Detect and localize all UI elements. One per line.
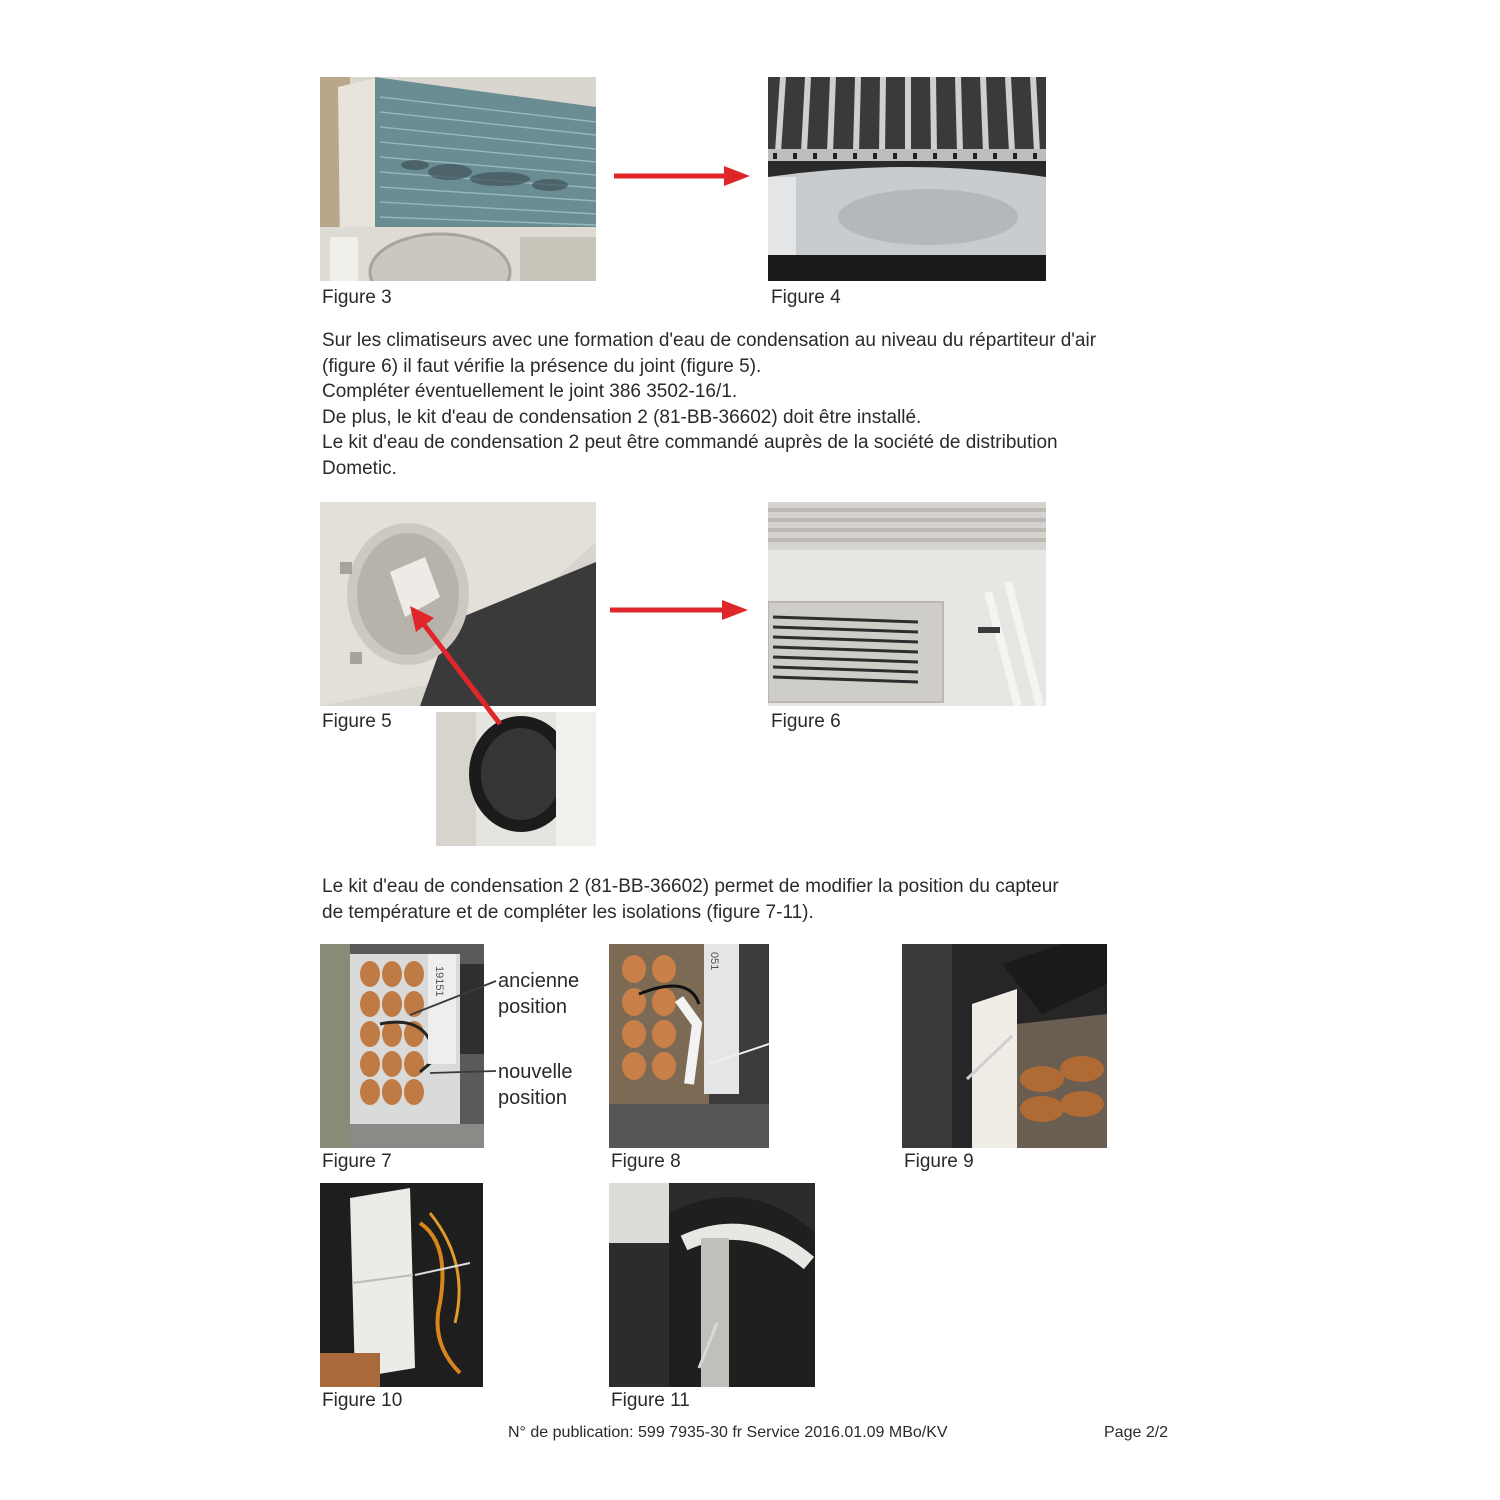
figure-4-photo bbox=[768, 77, 1046, 281]
paragraph-line: Sur les climatiseurs avec une formation d'eau de condensation au niveau du répartiteur d'air bbox=[322, 330, 1097, 351]
paragraph-line: Le kit d'eau de condensation 2 (81-BB-36602) permet de modifier la position du capteur bbox=[322, 876, 1059, 897]
instructions-paragraph-2 bbox=[322, 874, 1059, 925]
paragraph-line: Dometic. bbox=[322, 457, 397, 479]
paragraph-line: Le kit d'eau de condensation 2 peut être commandé auprès de la société de distribution bbox=[322, 432, 1058, 454]
figure-10-photo bbox=[320, 1183, 483, 1387]
figure-8-caption: Figure 8 bbox=[611, 1151, 681, 1172]
old-position-label-line1: ancienne bbox=[498, 970, 580, 992]
figure-11-photo bbox=[609, 1183, 815, 1387]
figure-8-photo bbox=[609, 944, 769, 1148]
red-arrow-icon bbox=[612, 164, 752, 188]
page-number: Page 2/2 bbox=[1104, 1424, 1169, 1441]
figure-6-caption: Figure 6 bbox=[771, 711, 841, 732]
paragraph-line: de température et de compléter les isolations (figure 7-11). bbox=[322, 901, 814, 923]
figure-7-leader-lines bbox=[400, 975, 500, 1080]
new-position-label-line1: nouvelle bbox=[498, 1061, 573, 1083]
instructions-paragraph-1 bbox=[322, 328, 1096, 482]
figure-3-photo bbox=[320, 77, 596, 281]
figure-4-caption: Figure 4 bbox=[771, 287, 841, 308]
publication-number: N° de publication: 599 7935-30 fr Service 2016.01.09 MBo/KV bbox=[508, 1424, 948, 1441]
figure-5-seal-inset-photo bbox=[436, 712, 596, 846]
old-position-label bbox=[498, 968, 579, 1020]
paragraph-line: De plus, le kit d'eau de condensation 2 (81-BB-36602) doit être installé. bbox=[322, 406, 922, 428]
paragraph-line: (figure 6) il faut vérifie la présence du joint (figure 5). bbox=[322, 355, 762, 377]
figure-5-caption: Figure 5 bbox=[322, 711, 392, 732]
red-arrow-icon bbox=[608, 598, 750, 622]
figure-3-caption: Figure 3 bbox=[322, 287, 392, 308]
new-position-label bbox=[498, 1059, 573, 1111]
figure-11-caption: Figure 11 bbox=[611, 1390, 690, 1411]
figure-8-coil-marking: 051 bbox=[708, 952, 720, 971]
new-position-label-line2: position bbox=[498, 1087, 567, 1109]
paragraph-line: Compléter éventuellement le joint 386 3502-16/1. bbox=[322, 381, 738, 403]
figure-9-photo bbox=[902, 944, 1107, 1148]
figure-7-coil-marking: 19151 bbox=[433, 966, 445, 997]
figure-9-caption: Figure 9 bbox=[904, 1151, 974, 1172]
old-position-label-line2: position bbox=[498, 996, 567, 1018]
figure-6-photo bbox=[768, 502, 1046, 706]
figure-10-caption: Figure 10 bbox=[322, 1390, 403, 1411]
figure-7-caption: Figure 7 bbox=[322, 1151, 392, 1172]
red-arrow-icon bbox=[400, 600, 510, 732]
